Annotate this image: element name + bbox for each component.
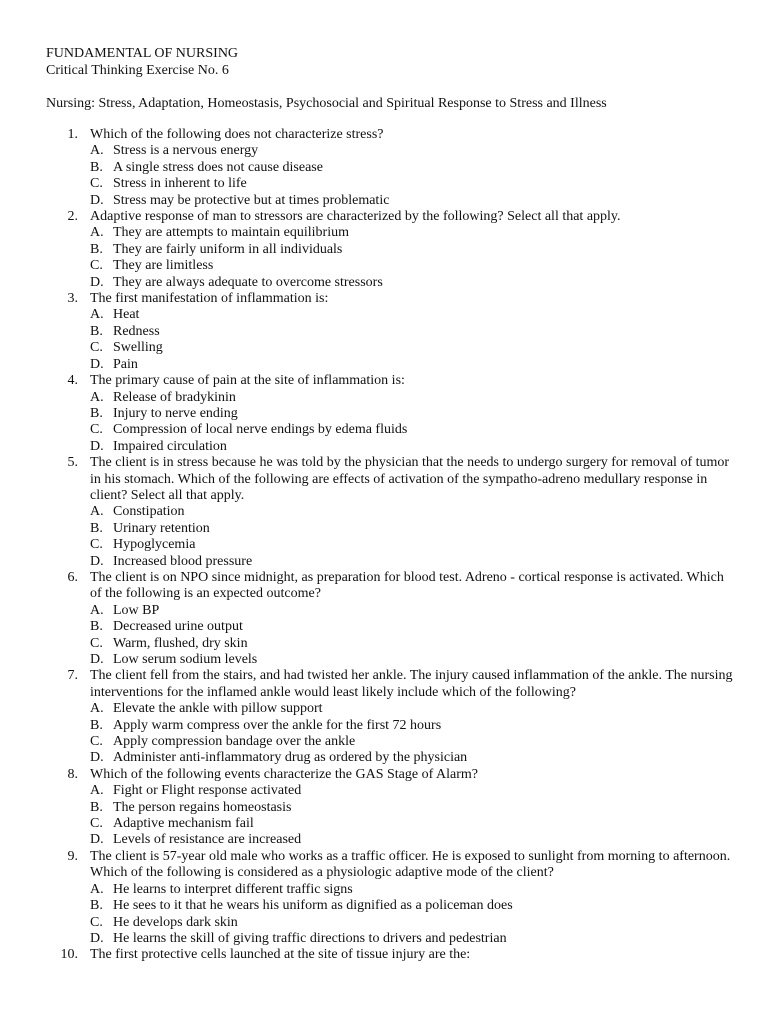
question-item <box>46 767 736 849</box>
choice-item <box>90 537 736 553</box>
choice-text: Pain <box>113 356 138 372</box>
question-text: Which of the following events characterize the GAS Stage of Alarm? <box>90 766 478 782</box>
choice-letter: C. <box>90 816 103 832</box>
question-text: Which of the following does not characterize stress? <box>90 127 384 142</box>
question-number: 2. <box>67 209 78 225</box>
choice-item <box>90 225 736 241</box>
choice-list <box>90 390 736 456</box>
choice-item <box>90 422 736 438</box>
choice-item <box>90 275 736 291</box>
choice-text: Fight or Flight response activated <box>113 783 302 799</box>
choice-item <box>90 504 736 520</box>
document-subject: Nursing: Stress, Adaptation, Homeostasis, Psychosocial and Spiritual Response to Stress and Illness <box>46 96 607 111</box>
choice-item <box>90 816 736 832</box>
question-number: 6. <box>67 569 78 585</box>
choice-text: They are fairly uniform in all individuals <box>113 241 343 257</box>
choice-text: Release of bradykinin <box>113 389 236 405</box>
choice-text: Constipation <box>113 504 185 520</box>
choice-item <box>90 931 736 947</box>
choice-item <box>90 619 736 635</box>
choice-item <box>90 652 736 668</box>
choice-text: Stress may be protective but at times problematic <box>113 192 390 208</box>
choice-letter: A. <box>90 225 104 241</box>
choice-text: Low BP <box>113 602 160 618</box>
choice-list <box>90 504 736 570</box>
choice-item <box>90 832 736 848</box>
choice-item <box>90 882 736 898</box>
choice-letter: D. <box>90 750 104 766</box>
choice-item <box>90 636 736 652</box>
choice-letter: A. <box>90 881 104 897</box>
choice-text: The person regains homeostasis <box>113 799 292 815</box>
choice-list <box>90 603 736 669</box>
choice-item <box>90 307 736 323</box>
choice-text: Warm, flushed, dry skin <box>113 635 248 651</box>
question-item <box>46 209 736 291</box>
choice-item <box>90 193 736 209</box>
question-item <box>46 849 736 947</box>
question-item <box>46 291 736 373</box>
choice-item <box>90 783 736 799</box>
choice-item <box>90 176 736 192</box>
choice-letter: B. <box>90 898 103 914</box>
choice-item <box>90 800 736 816</box>
choice-text: Urinary retention <box>113 520 210 536</box>
question-list <box>46 127 736 964</box>
question-text: The client is 57-year old male who works as a traffic officer. He is exposed to sunlight from morning to afternoon. Which of the following is considered as a physiologic adaptive mode of the client? <box>90 848 731 881</box>
choice-letter: D. <box>90 930 104 946</box>
choice-list <box>90 783 736 849</box>
question-item <box>46 373 736 455</box>
choice-list <box>90 882 736 948</box>
question-text: The client is on NPO since midnight, as preparation for blood test. Adreno - cortical response is activated. Which of the following is an expected outcome? <box>90 569 724 602</box>
choice-letter: A. <box>90 504 104 520</box>
choice-text: Swelling <box>113 340 163 356</box>
choice-text: Stress in inherent to life <box>113 176 247 192</box>
choice-list <box>90 307 736 373</box>
choice-item <box>90 258 736 274</box>
choice-text: Levels of resistance are increased <box>113 832 302 848</box>
choice-item <box>90 390 736 406</box>
question-item <box>46 455 736 570</box>
question-text: The first manifestation of inflammation is: <box>90 291 329 307</box>
choice-item <box>90 603 736 619</box>
choice-item <box>90 439 736 455</box>
choice-letter: C. <box>90 340 103 356</box>
choice-text: Elevate the ankle with pillow support <box>113 701 323 717</box>
choice-text: They are attempts to maintain equilibrium <box>113 225 349 241</box>
question-number: 10. <box>60 947 78 963</box>
choice-text: A single stress does not cause disease <box>113 159 323 175</box>
choice-letter: D. <box>90 356 104 372</box>
choice-letter: C. <box>90 635 103 651</box>
choice-item <box>90 554 736 570</box>
choice-text: They are always adequate to overcome stressors <box>113 274 383 290</box>
choice-letter: C. <box>90 422 103 438</box>
choice-item <box>90 898 736 914</box>
choice-item <box>90 734 736 750</box>
choice-letter: D. <box>90 274 104 290</box>
choice-letter: C. <box>90 176 103 192</box>
question-item <box>46 668 736 766</box>
choice-item <box>90 701 736 717</box>
choice-text: Hypoglycemia <box>113 537 196 553</box>
choice-letter: C. <box>90 914 103 930</box>
choice-item <box>90 521 736 537</box>
choice-text: Administer anti-inflammatory drug as ordered by the physician <box>113 750 468 766</box>
choice-text: He develops dark skin <box>113 914 238 930</box>
choice-text: Stress is a nervous energy <box>113 143 259 159</box>
choice-item <box>90 718 736 734</box>
question-number: 7. <box>67 668 78 684</box>
choice-item <box>90 143 736 159</box>
choice-letter: B. <box>90 717 103 733</box>
question-number: 5. <box>67 455 78 471</box>
choice-list <box>90 225 736 291</box>
choice-item <box>90 324 736 340</box>
question-number: 4. <box>67 373 78 389</box>
choice-text: Redness <box>113 323 160 339</box>
question-number: 3. <box>67 291 78 307</box>
choice-letter: A. <box>90 307 104 323</box>
question-text: The first protective cells launched at the site of tissue injury are the: <box>90 947 471 963</box>
choice-item <box>90 357 736 373</box>
choice-text: Impaired circulation <box>113 438 227 454</box>
choice-letter: D. <box>90 832 104 848</box>
choice-letter: B. <box>90 520 103 536</box>
choice-letter: A. <box>90 143 104 159</box>
choice-letter: A. <box>90 701 104 717</box>
choice-text: Apply compression bandage over the ankle <box>113 734 356 750</box>
document-page <box>46 45 736 964</box>
choice-text: Increased blood pressure <box>113 553 253 569</box>
choice-list <box>90 701 736 767</box>
choice-letter: D. <box>90 192 104 208</box>
document-subtitle: Critical Thinking Exercise No. 6 <box>46 63 229 78</box>
question-item <box>46 947 736 963</box>
choice-letter: B. <box>90 799 103 815</box>
choice-item <box>90 160 736 176</box>
choice-letter: A. <box>90 783 104 799</box>
choice-letter: A. <box>90 602 104 618</box>
choice-letter: B. <box>90 323 103 339</box>
choice-text: Injury to nerve ending <box>113 405 238 421</box>
choice-text: Decreased urine output <box>113 619 243 635</box>
choice-item <box>90 750 736 766</box>
choice-text: Low serum sodium levels <box>113 652 258 667</box>
choice-text: He sees to it that he wears his uniform as dignified as a policeman does <box>113 898 513 914</box>
choice-list <box>90 143 736 209</box>
choice-letter: D. <box>90 553 104 569</box>
choice-letter: B. <box>90 405 103 421</box>
choice-text: Apply warm compress over the ankle for the first 72 hours <box>113 717 442 733</box>
question-number: 8. <box>67 766 78 782</box>
question-text: The client is in stress because he was told by the physician that the needs to undergo surgery for removal of tumor in his stomach. Which of the following are effects of activation of the sympatho-adreno medullary response in client? Select all that apply. <box>90 455 730 503</box>
choice-text: Compression of local nerve endings by edema fluids <box>113 422 408 438</box>
choice-item <box>90 406 736 422</box>
choice-letter: C. <box>90 734 103 750</box>
choice-item <box>90 242 736 258</box>
question-text: The primary cause of pain at the site of inflammation is: <box>90 373 405 389</box>
choice-text: He learns the skill of giving traffic directions to drivers and pedestrian <box>113 930 507 946</box>
choice-letter: B. <box>90 159 103 175</box>
question-item <box>46 127 736 209</box>
question-text: Adaptive response of man to stressors are characterized by the following? Select all that apply. <box>90 209 621 225</box>
choice-text: They are limitless <box>113 258 214 274</box>
choice-item <box>90 915 736 931</box>
choice-text: Adaptive mechanism fail <box>113 816 254 832</box>
choice-text: Heat <box>113 307 140 323</box>
document-title: FUNDAMENTAL OF NURSING <box>46 46 239 61</box>
choice-letter: A. <box>90 389 104 405</box>
choice-text: He learns to interpret different traffic signs <box>113 881 353 897</box>
question-text: The client fell from the stairs, and had twisted her ankle. The injury caused inflammation of the ankle. The nursing interventions for the inflamed ankle would least likely include which of the following? <box>90 668 733 700</box>
choice-item <box>90 340 736 356</box>
choice-letter: C. <box>90 258 103 274</box>
choice-letter: C. <box>90 537 103 553</box>
question-item <box>46 570 736 668</box>
choice-letter: B. <box>90 241 103 257</box>
question-number: 9. <box>67 848 78 864</box>
choice-letter: B. <box>90 619 103 635</box>
choice-letter: D. <box>90 438 104 454</box>
choice-letter: D. <box>90 652 104 667</box>
question-number: 1. <box>67 127 78 142</box>
